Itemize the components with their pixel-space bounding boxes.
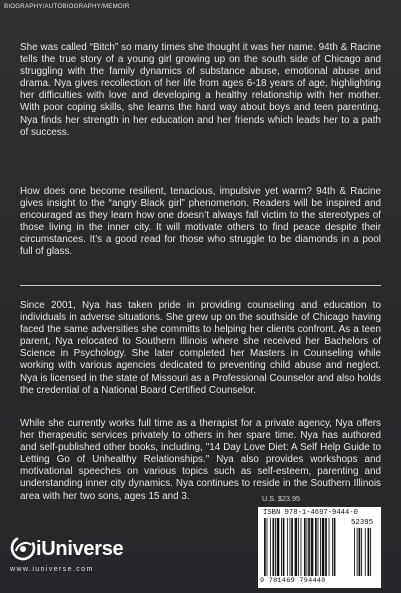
author-bio-paragraph-1: Since 2001, Nya has taken pride in providing counseling and education to individuals in adverse situations. She grew up on the southside of Chicago having faced the same adversities she committs to helping her clients confront. As a teen parent, Nya relocated to Southern Illinois where she received her Bachelors of Science in Psychology. She later completed her Masters in Counseling while working with various agencies dedicated to preventing child abuse and neglect. Nya is licensed in the state of Missouri as a Professional Counselor and also holds the credential of a National Board Certified Counselor.	[20, 300, 381, 396]
isbn-barcode	[258, 507, 381, 588]
section-divider	[20, 285, 381, 286]
iuniverse-swirl-icon	[10, 535, 36, 561]
barcode-digits: 9 781469 794440	[260, 577, 326, 585]
isbn-number: ISBN 978-1-4697-9444-0	[263, 509, 358, 517]
publisher-url: www.iuniverse.com	[10, 566, 94, 573]
synopsis-paragraph-1: She was called “Bitch” so many times she thought it was her name. 94th & Racine tells the true story of a young girl growing up on the south side of Chicago and struggling with the family dynamics of substance abuse, emotional abuse and drama. Nya gives recollection of her life from ages 6-18 years of age, highlighting her difficulties with love and developing a healthy relationship with her mother. With poor coping skills, she learns the hard way about boys and teen parenting. Nya finds her strength in her education and her friends which leads her to a path of success.	[20, 42, 381, 138]
author-bio-paragraph-2: While she currently works full time as a therapist for a private agency, Nya offers her therapeutic services privately to others in her spare time. Nya has authored and self-published other books, including, "14 Day Love Diet: A Self Help Guide to Letting Go of Unhealthy Relationships." Nya also provides workshops and motivational speeches on various topics such as self-esteem, parenting and understanding inner city dynamics. Nya continues to reside in the Southern Illinois area with her two sons, ages 15 and 3.	[20, 418, 381, 502]
barcode-addon-code: 52395	[351, 519, 374, 527]
publisher-logo	[10, 535, 140, 591]
genre-category: BIOGRAPHY/AUTOBIOGRAPHY/MEMOIR	[4, 3, 130, 10]
publisher-name: iUniverse	[36, 538, 124, 560]
barcode-bars	[262, 518, 377, 578]
synopsis-paragraph-2: How does one become resilient, tenacious, impulsive yet warm? 94th & Racine gives insight to the “angry Black girl” phenomenon. Readers will be inspired and encouraged as they learn how one doesn’t always fall victim to the stereotypes of those living in the inner city. It will motivate others to find peace despite their circumstances. It’s a good read for those who struggle to be diamonds in a pool full of glass.	[20, 186, 381, 258]
price-label: U.S. $23.95	[262, 494, 300, 503]
